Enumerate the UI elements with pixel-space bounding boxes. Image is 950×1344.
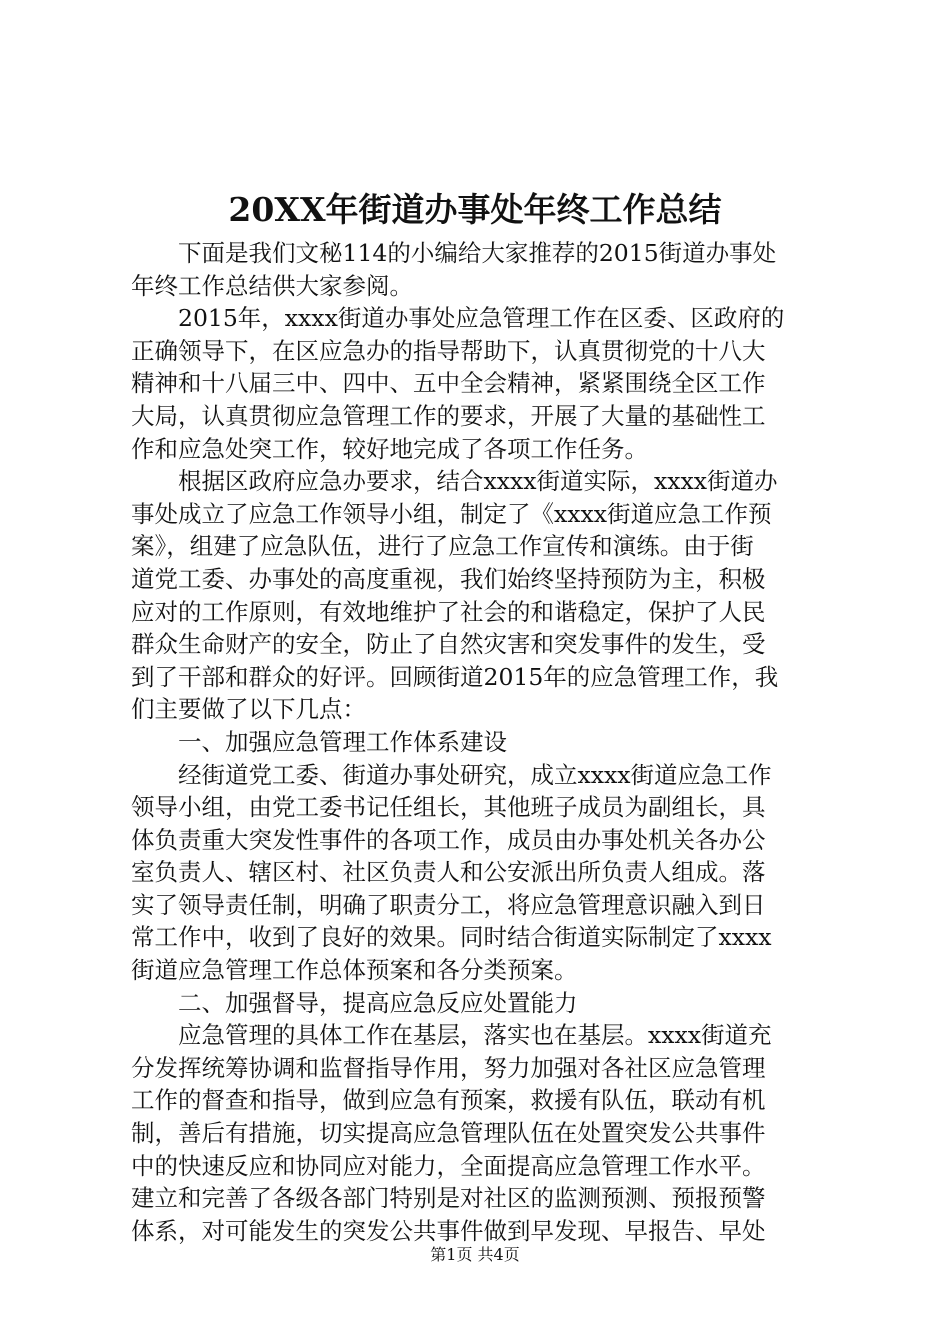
text-line: 正确领导下，在区应急办的指导帮助下，认真贯彻党的十八大: [131, 336, 766, 365]
text-line: 精神和十八届三中、四中、五中全会精神，紧紧围绕全区工作: [131, 369, 766, 398]
text-line: 常工作中，收到了良好的效果。同时结合街道实际制定了xxxx: [131, 923, 772, 952]
text-line: 一、加强应急管理工作体系建设: [178, 727, 507, 756]
document-title: 20XX年街道办事处年终工作总结: [228, 190, 722, 229]
text-line: 事处成立了应急工作领导小组，制定了《xxxx街道应急工作预: [131, 499, 772, 528]
text-line: 分发挥统筹协调和监督指导作用，努力加强对各社区应急管理: [131, 1053, 766, 1082]
text-line: 应对的工作原则，有效地维护了社会的和谐稳定，保护了人民: [131, 597, 766, 626]
text-line: 实了领导责任制，明确了职责分工，将应急管理意识融入到日: [131, 890, 766, 919]
text-line: 体系，对可能发生的突发公共事件做到早发现、早报告、早处: [131, 1216, 766, 1245]
document-body: [131, 237, 831, 1247]
text-line: 室负责人、辖区村、社区负责人和公安派出所负责人组成。落: [131, 858, 766, 887]
text-line: 中的快速反应和协同应对能力，全面提高应急管理工作水平。: [131, 1151, 766, 1180]
text-line: 制，善后有措施，切实提高应急管理队伍在处置突发公共事件: [131, 1119, 766, 1148]
text-line: 2015年，xxxx街道办事处应急管理工作在区委、区政府的: [178, 304, 785, 333]
text-line: 领导小组，由党工委书记任组长，其他班子成员为副组长，具: [131, 793, 766, 822]
text-line: 根据区政府应急办要求，结合xxxx街道实际，xxxx街道办: [178, 467, 778, 496]
text-line: 建立和完善了各级各部门特别是对社区的监测预测、预报预警: [131, 1184, 766, 1213]
text-line: 道党工委、办事处的高度重视，我们始终坚持预防为主，积极: [131, 564, 766, 593]
text-line: 大局，认真贯彻应急管理工作的要求，开展了大量的基础性工: [131, 401, 766, 430]
text-line: 经街道党工委、街道办事处研究，成立xxxx街道应急工作: [178, 760, 772, 789]
text-line: 街道应急管理工作总体预案和各分类预案。: [131, 956, 578, 985]
text-line: 案》，组建了应急队伍，进行了应急工作宣传和演练。由于街: [131, 532, 754, 561]
text-line: 应急管理的具体工作在基层，落实也在基层。xxxx街道充: [178, 1021, 772, 1050]
text-line: 二、加强督导，提高应急反应处置能力: [178, 988, 578, 1017]
text-line: 工作的督查和指导，做到应急有预案，救援有队伍，联动有机: [131, 1086, 766, 1115]
page-footer: 第1页 共4页: [430, 1245, 520, 1264]
text-line: 下面是我们文秘114的小编给大家推荐的2015街道办事处: [178, 239, 777, 267]
text-line: 作和应急处突工作，较好地完成了各项工作任务。: [131, 434, 648, 463]
text-line: 到了干部和群众的好评。回顾街道2015年的应急管理工作，我: [131, 662, 779, 691]
text-line: 年终工作总结供大家参阅。: [131, 271, 413, 300]
text-line: 群众生命财产的安全，防止了自然灾害和突发事件的发生，受: [131, 630, 766, 659]
text-line: 们主要做了以下几点：: [131, 695, 366, 724]
text-line: 体负责重大突发性事件的各项工作，成员由办事处机关各办公: [131, 825, 766, 854]
